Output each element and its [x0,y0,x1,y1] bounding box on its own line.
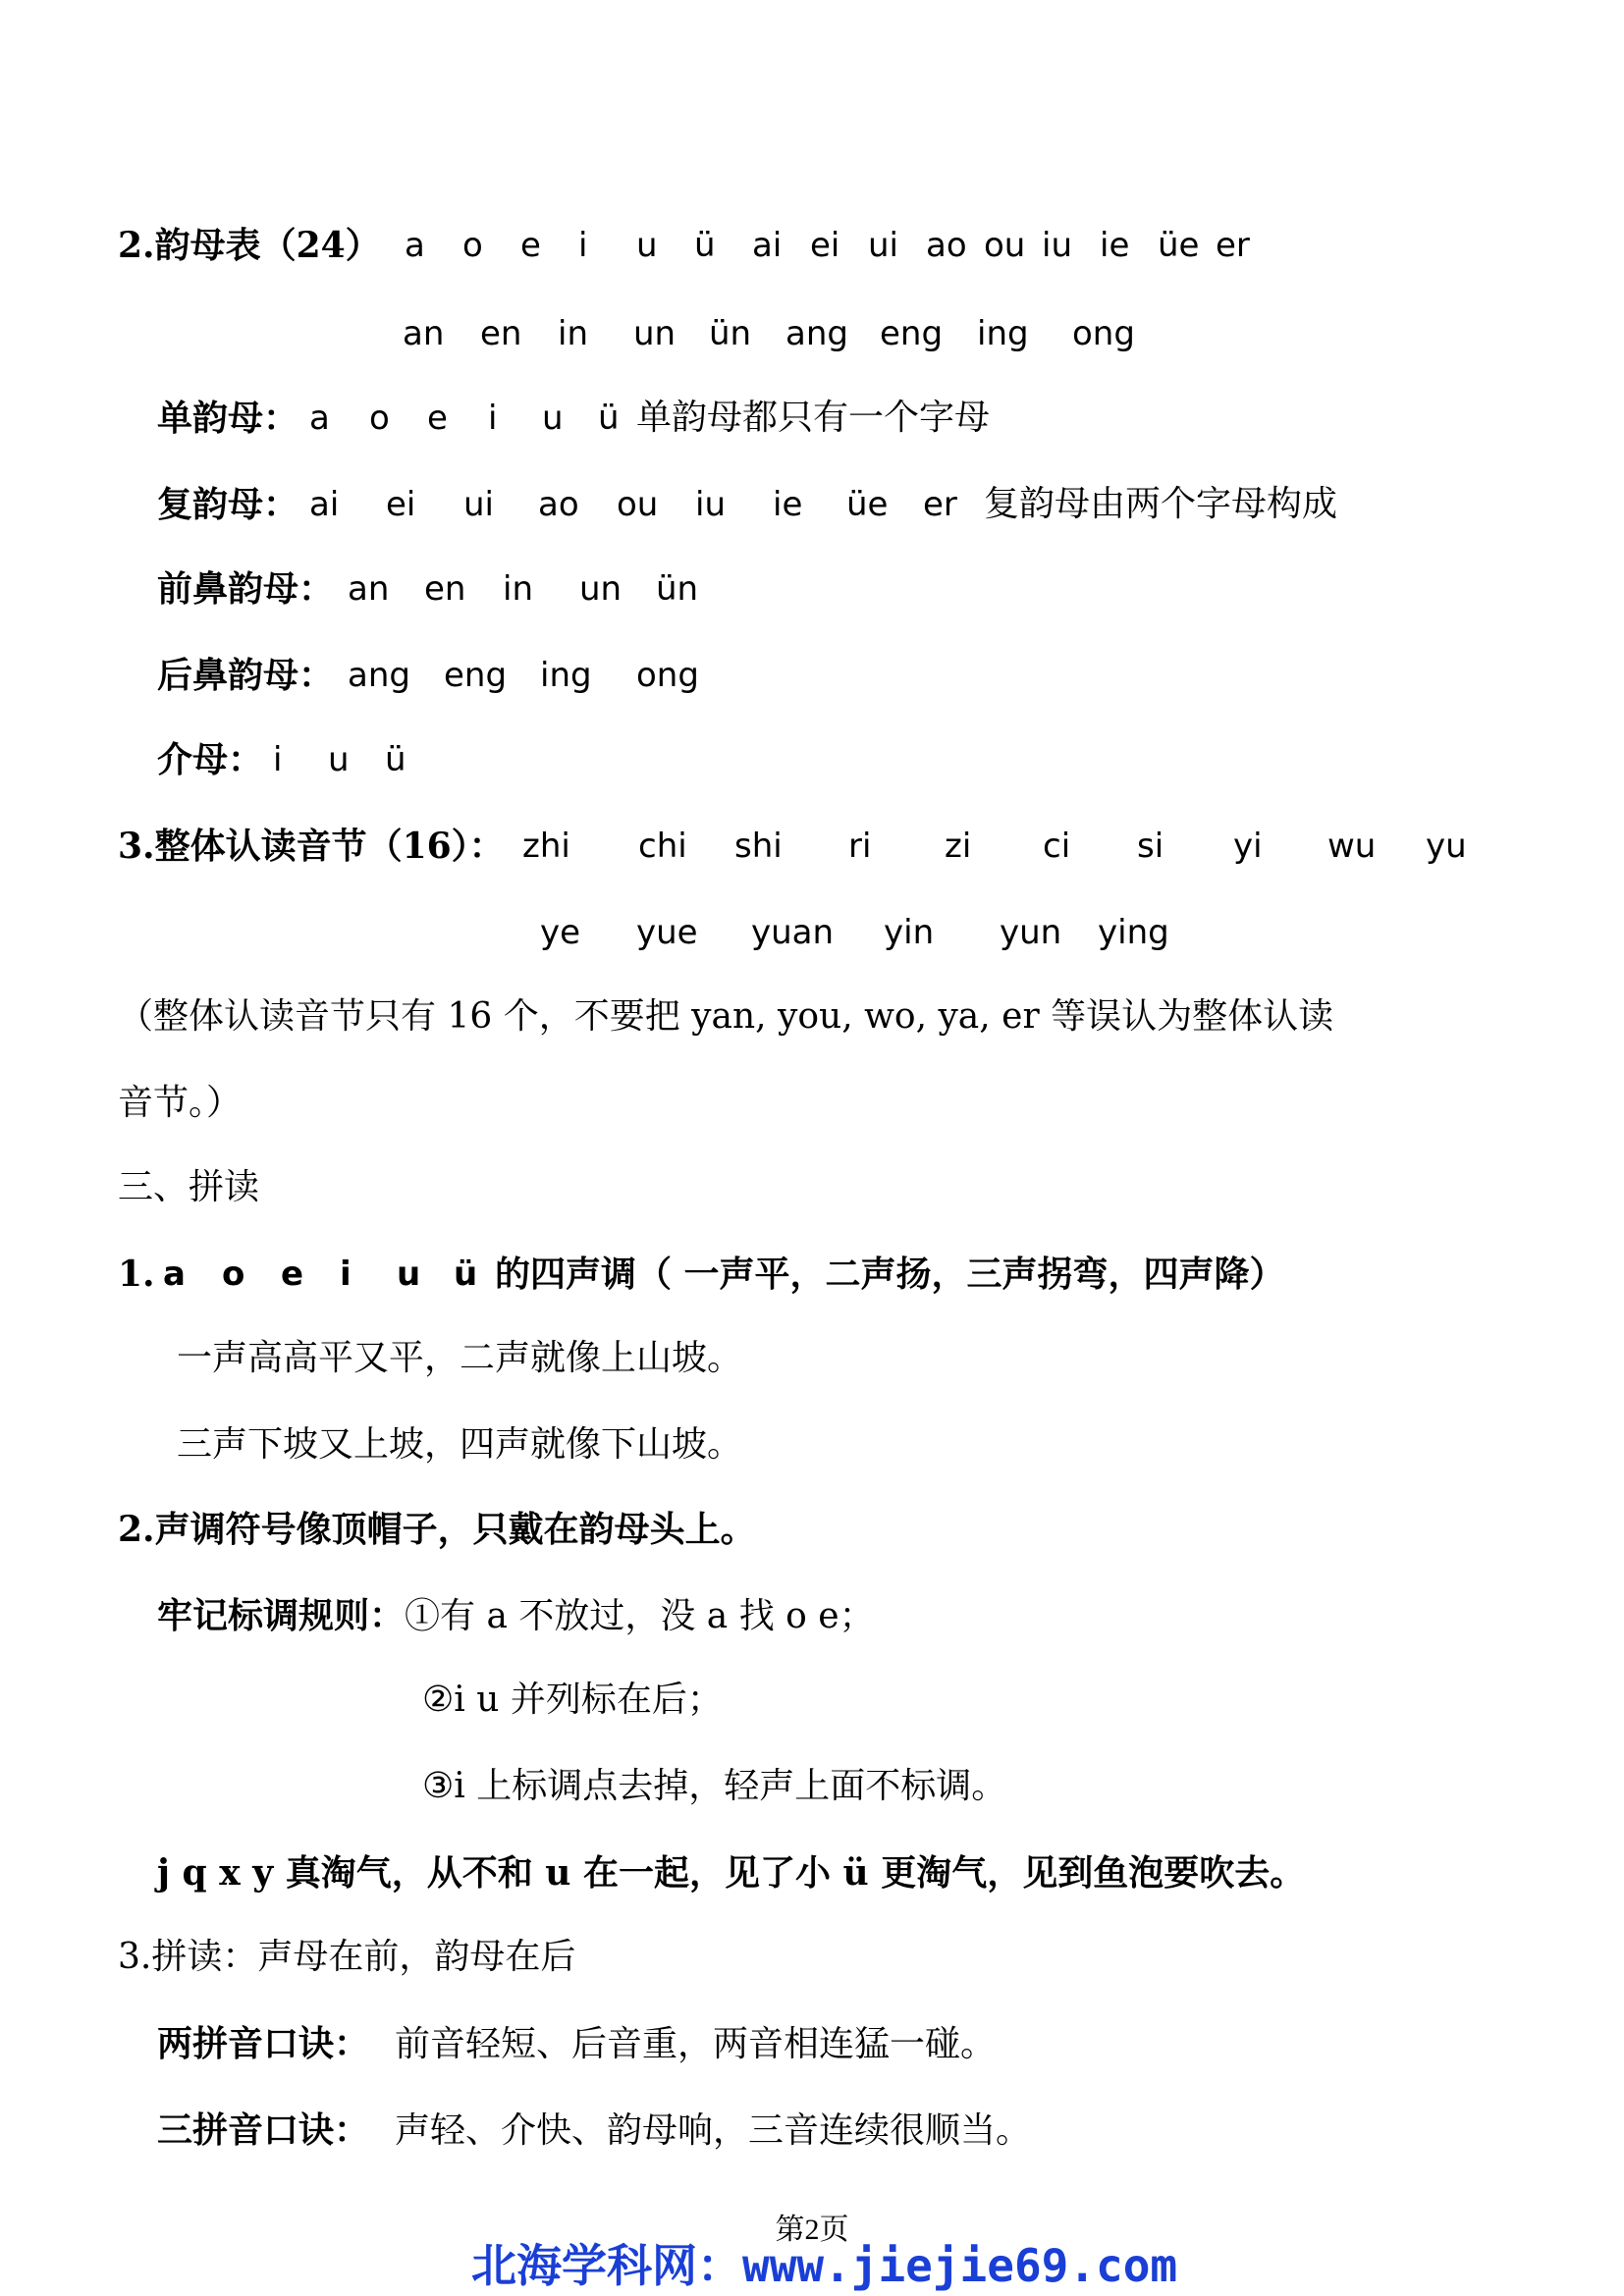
back-nasal-label: 后鼻韵母： [157,655,335,696]
jqxy-rule: j q x y 真淘气，从不和 u 在一起，见了小 ü 更淘气，见到鱼泡要吹去。 [157,1852,1306,1894]
pinyin-token: ü [598,399,620,438]
medials-label: 介母： [157,739,264,780]
three-spell-text: 声轻、介快、韵母响，三音连续很顺当。 [395,2110,1032,2151]
pinyin-token: a [405,226,425,265]
pinyin-token: ou [984,226,1026,265]
two-spell-line [157,2020,996,2068]
page-number: 第2页 [775,2214,849,2246]
pinyin-token: yuan [751,913,835,952]
pinyin-token: ang [785,314,848,353]
pinyin-token: u [542,399,564,438]
pinyin-token: ying [1098,913,1169,952]
three-spell-line [157,2107,1031,2155]
pinyin-token: ri [848,827,872,866]
whole-syllables-label: 3.整体认读音节（16）： [118,826,505,867]
two-spell-text: 前音轻短、后音重，两音相连猛一碰。 [395,2024,997,2064]
finals-table-label: 2.韵母表（24） [118,225,381,266]
tone-rules-line [157,1592,875,1640]
pinyin-token: ao [926,226,967,265]
pinyin-token: yin [884,913,935,952]
front-nasal-label: 前鼻韵母： [157,568,335,610]
pinyin-token: e [281,1255,304,1294]
pinyin-token: er [1216,226,1250,265]
tones-title: 的四声调（ 一声平，二声扬，三声拐弯，四声降） [495,1254,1285,1295]
pinyin-token: en [424,569,466,609]
pinyin-token: zhi [522,827,570,866]
single-finals-line [157,395,298,443]
tone-rule-1: ①有 a 不放过，没 a 找 o e； [405,1596,875,1636]
watermark-site-name: 北海学科网： [471,2239,742,2292]
spelling-heading: 3.拼读：声母在前，韵母在后 [118,1937,576,1977]
pinyin-token: üe [846,485,889,524]
pinyin-token: ang [348,656,410,695]
pinyin-token: ü [454,1255,478,1294]
pinyin-token: iu [1042,226,1072,265]
pinyin-token: yue [636,913,698,952]
pinyin-token: e [427,399,448,438]
watermark-url: www.jiejie69.com [742,2239,1178,2292]
pinyin-token: i [578,226,588,265]
pinyin-token: o [369,399,390,438]
pinyin-token: un [579,569,623,609]
pinyin-token: ing [977,314,1029,353]
three-spell-label: 三拼音口诀： [157,2109,370,2151]
tones-rhyme-1: 一声高高平又平，二声就像上山坡。 [177,1338,743,1378]
pinyin-token: eng [444,656,508,695]
front-nasal-line [157,565,334,614]
pinyin-token: u [397,1255,421,1294]
pinyin-token: o [462,226,483,265]
pinyin-token: ie [773,485,803,524]
pinyin-token: an [348,569,390,609]
pinyin-token: an [403,314,445,353]
tones-rhyme-2: 三声下坡又上坡，四声就像下山坡。 [177,1424,743,1465]
pinyin-token: en [480,314,522,353]
pinyin-token: a [309,399,330,438]
pinyin-token: ui [868,226,898,265]
pinyin-token: yun [1000,913,1062,952]
single-finals-note: 单韵母都只有一个字母 [636,398,991,438]
pinyin-token: in [558,314,588,353]
pinyin-token: u [328,740,350,779]
tone-rule-2: ②i u 并列标在后； [422,1680,723,1720]
pinyin-token: ye [540,913,581,952]
tones-line [118,1251,155,1298]
pinyin-token: yu [1426,827,1467,866]
pinyin-token: u [636,226,658,265]
pinyin-token: zi [945,827,972,866]
pinyin-token: er [923,485,957,524]
tone-rule-3: ③i 上标调点去掉，轻声上面不标调。 [422,1766,1007,1806]
pinyin-token: ai [309,485,340,524]
pinyin-token: un [633,314,677,353]
pinyin-token: shi [734,827,783,866]
pinyin-token: i [340,1255,352,1294]
pinyin-token: in [503,569,533,609]
pinyin-token: i [273,740,283,779]
pinyin-token: o [222,1255,245,1294]
pinyin-token: ao [538,485,579,524]
pinyin-token: ui [463,485,494,524]
pinyin-token: ü [385,740,406,779]
pinyin-token: si [1137,827,1164,866]
single-finals-label: 单韵母： [157,398,299,439]
pinyin-token: ün [709,314,752,353]
compound-finals-label: 复韵母： [157,484,299,525]
pinyin-token: ai [752,226,783,265]
pinyin-token: eng [880,314,944,353]
pinyin-token: ün [656,569,699,609]
compound-finals-note: 复韵母由两个字母构成 [984,484,1338,524]
tone-rules-label: 牢记标调规则： [157,1595,406,1636]
pinyin-token: ing [540,656,592,695]
medials-line [157,736,263,784]
pinyin-token: ü [694,226,716,265]
pinyin-token: e [520,226,541,265]
pinyin-token: ci [1043,827,1071,866]
pinyin-token: yi [1233,827,1263,866]
back-nasal-line [157,652,334,700]
pinyin-token: ou [617,485,659,524]
tones-prefix: 1. [118,1254,155,1295]
finals-table-line [118,222,1250,269]
pinyin-token: i [488,399,498,438]
pinyin-token: ei [386,485,416,524]
two-spell-label: 两拼音口诀： [157,2023,370,2064]
whole-syllables-note-1: （整体认读音节只有 16 个，不要把 yan, you, wo, ya, er 等误认为整体认读 [118,996,1334,1037]
watermark [471,2230,1177,2295]
pinyin-token: üe [1158,226,1200,265]
pinyin-token: ei [810,226,840,265]
pinyin-token: chi [638,827,687,866]
whole-syllables-note-2: 音节。） [118,1083,243,1123]
compound-finals-line [157,481,298,529]
tone-marks-heading: 2.声调符号像顶帽子，只戴在韵母头上。 [118,1509,756,1550]
pinyin-token: wu [1327,827,1377,866]
pinyin-token: ong [1072,314,1135,353]
pinyin-token: ong [636,656,699,695]
whole-syllables-line [118,823,505,870]
pinyin-token: iu [695,485,726,524]
pinyin-token: a [163,1255,186,1294]
section-heading: 三、拼读 [118,1167,260,1207]
pinyin-token: ie [1100,226,1130,265]
